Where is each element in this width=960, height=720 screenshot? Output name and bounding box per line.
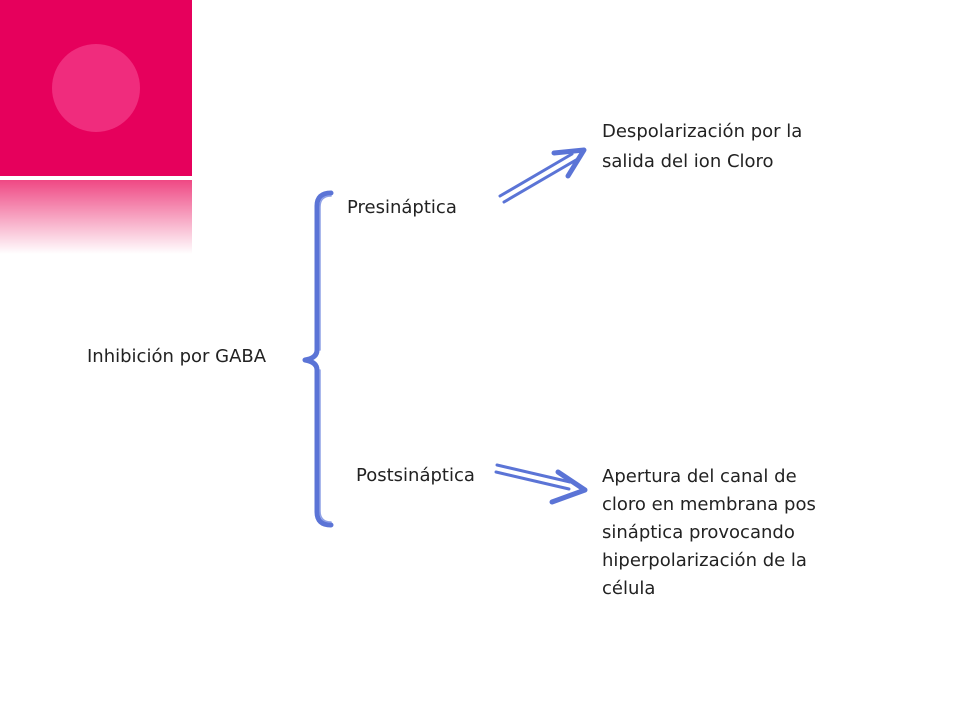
result-line: Apertura del canal de	[602, 466, 797, 487]
root-node-label: Inhibición por GABA	[87, 346, 267, 367]
branch-presinaptica-label: Presináptica	[347, 197, 457, 218]
result-postsinaptica	[602, 463, 816, 603]
arrow-postsinaptica	[496, 465, 585, 502]
bracket-shape	[305, 193, 331, 525]
bracket	[305, 193, 331, 525]
result-presinaptica	[602, 117, 802, 177]
result-line: célula	[602, 578, 656, 599]
result-line: sináptica provocando	[602, 522, 795, 543]
result-line: salida del ion Cloro	[602, 151, 774, 172]
result-line: cloro en membrana pos	[602, 494, 816, 515]
result-line: hiperpolarización de la	[602, 550, 807, 571]
branch-postsinaptica-label: Postsináptica	[356, 465, 475, 486]
arrow-presinaptica	[500, 150, 584, 202]
result-line: Despolarización por la	[602, 121, 803, 142]
arrow-shaft-upper	[500, 154, 572, 196]
bracket-highlight	[320, 196, 331, 522]
arrow-shaft-lower	[504, 160, 576, 202]
